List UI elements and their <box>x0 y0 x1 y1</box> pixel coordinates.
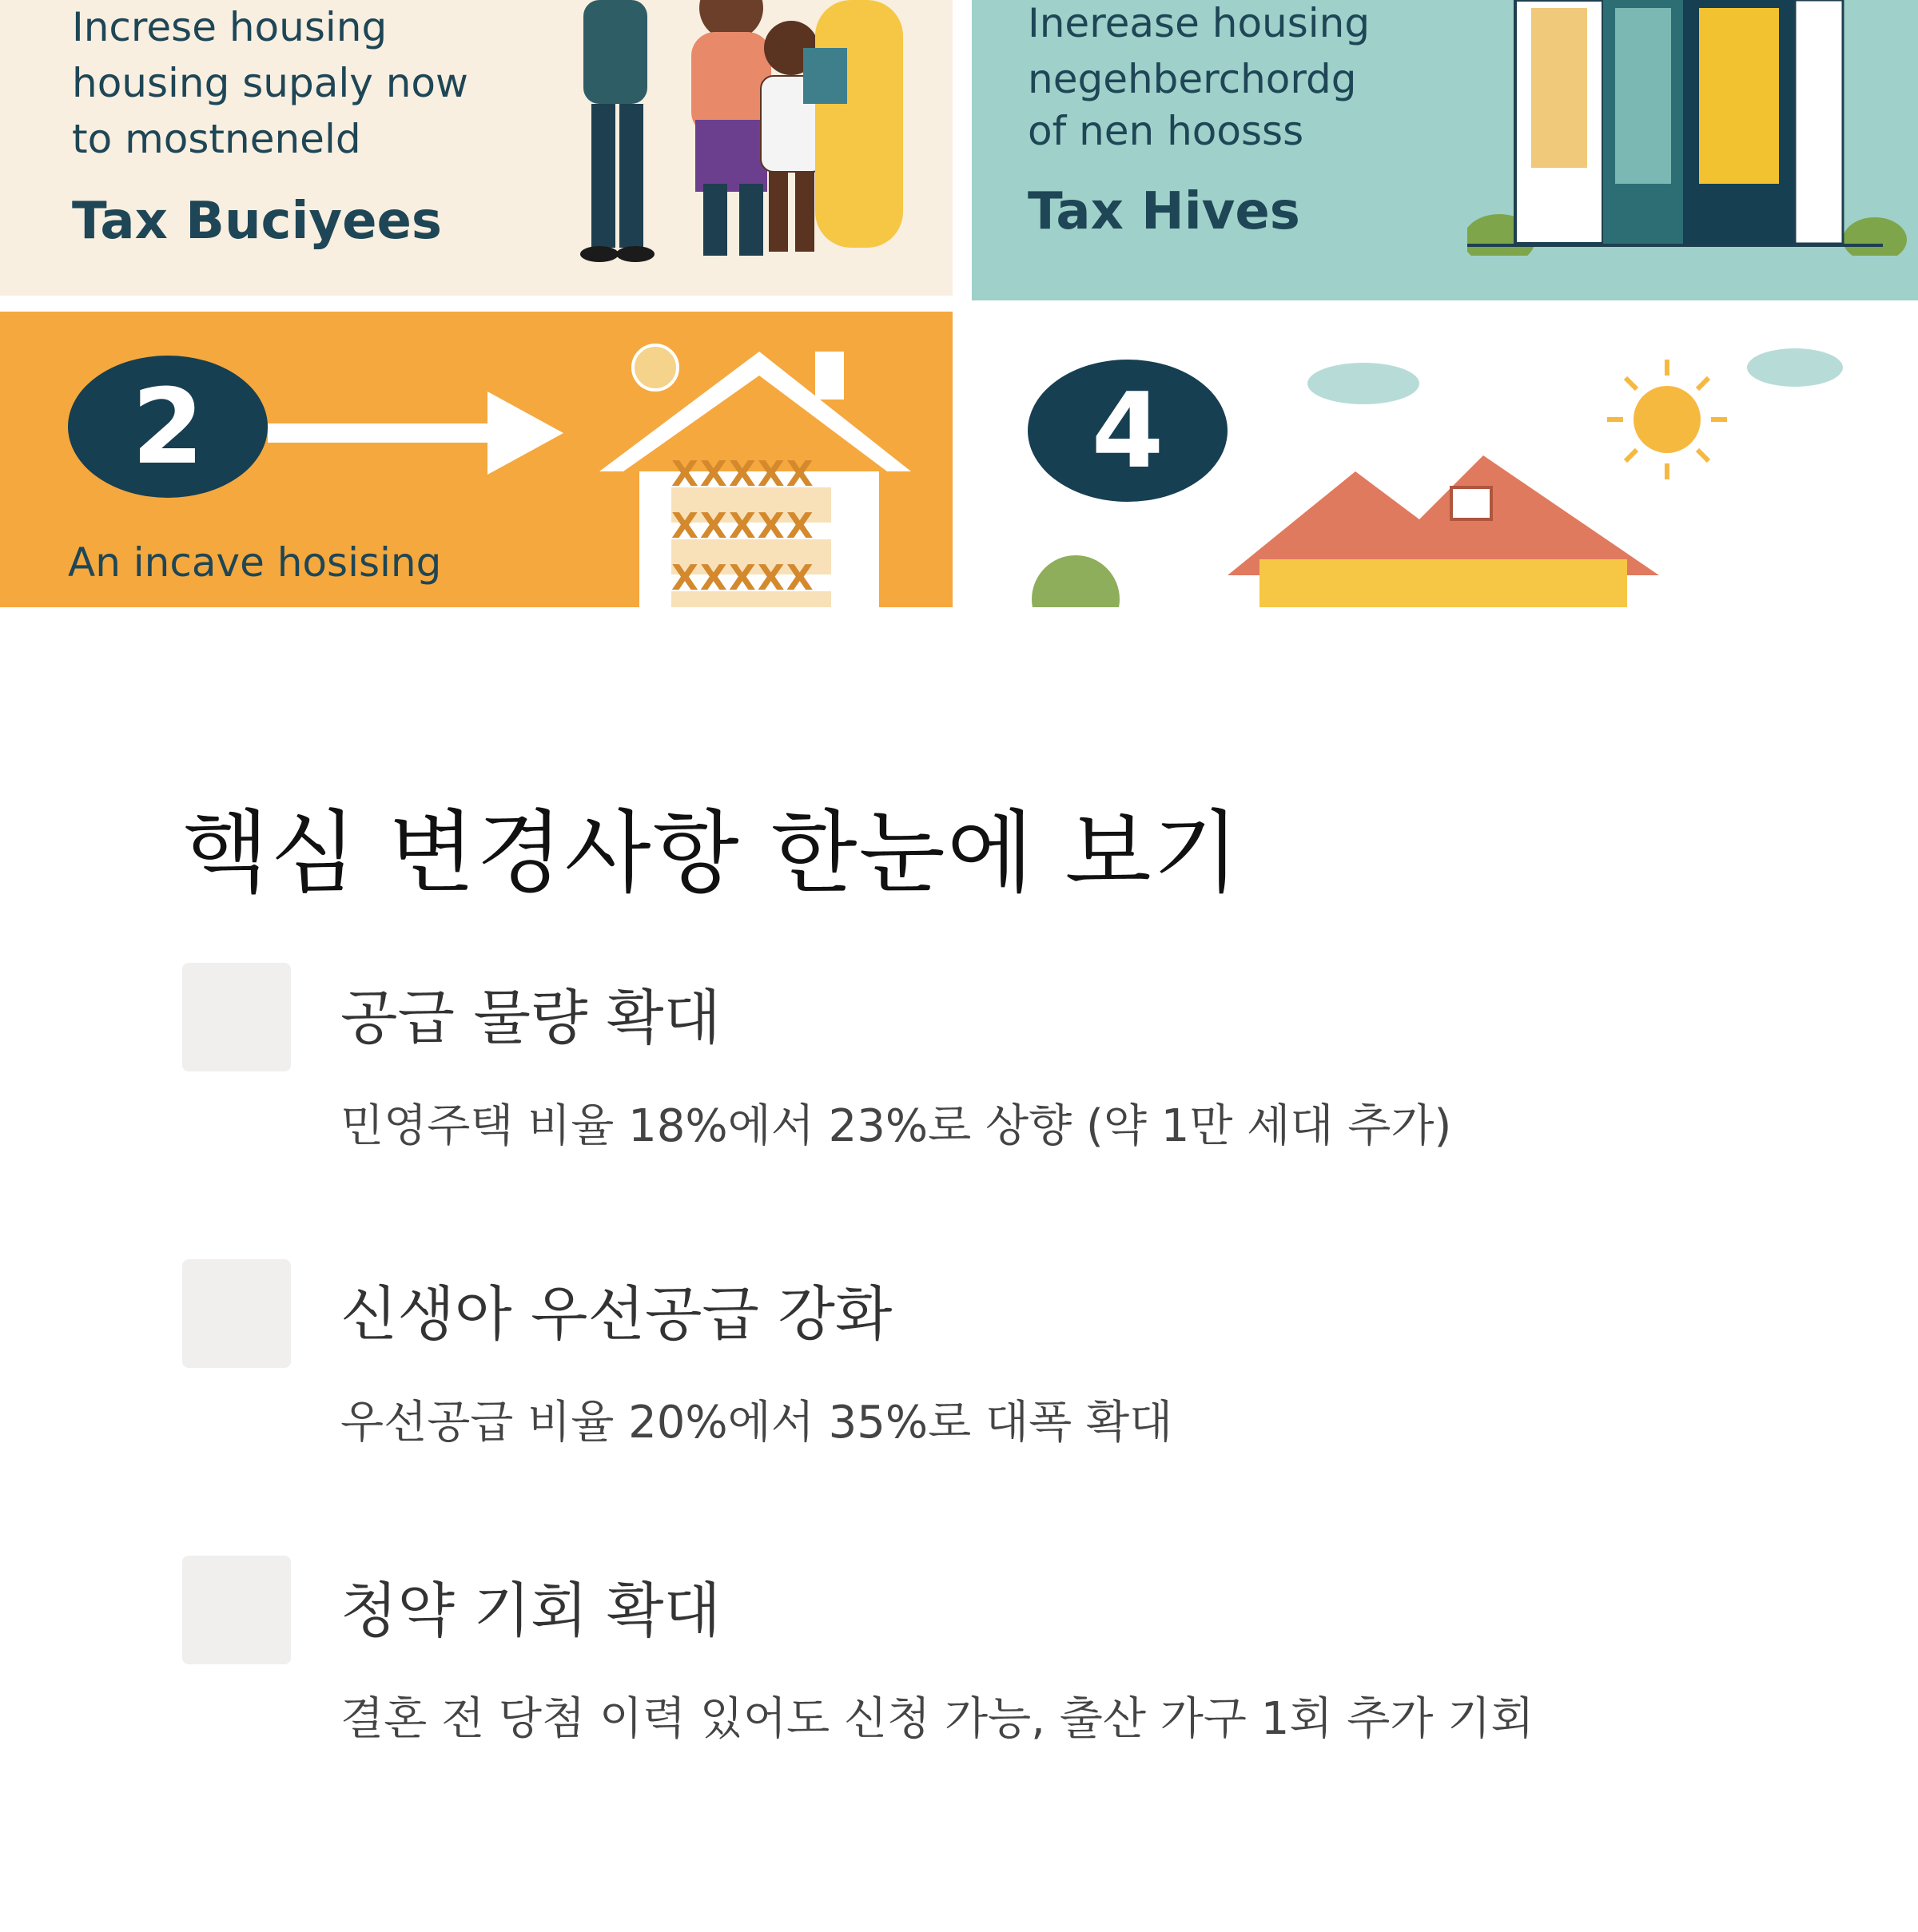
changes-section <box>0 607 1918 1932</box>
house-sun-illustration <box>972 312 1918 607</box>
panel-text-line: Increse housing <box>72 4 388 50</box>
panel-tax-label: Tax Hives <box>1028 182 1300 241</box>
panel-text-line: Inerease housing <box>1028 0 1371 46</box>
panel-family <box>0 0 953 296</box>
step-badge: 2 <box>68 356 268 498</box>
house-sign-text: XXXXX <box>671 454 815 495</box>
item-description: 결혼 전 당첨 이력 있어도 신청 가능, 출산 가구 1회 추가 기회 <box>340 1693 1534 1745</box>
item-description: 민영주택 비율 18%에서 23%로 상향 (약 1만 세대 추가) <box>340 1100 1452 1152</box>
panel-text-line: housing supaly now <box>72 60 468 106</box>
panel-text-line: to mostneneld <box>72 116 361 162</box>
panel-step-2 <box>0 312 953 607</box>
house-sign-text: XXXXX <box>671 558 815 598</box>
panel-buildings <box>972 0 1918 300</box>
change-item <box>182 963 1741 1171</box>
item-title: 공급 물량 확대 <box>340 984 721 1052</box>
change-item <box>182 1259 1741 1467</box>
house-sign-text: XXXXX <box>671 506 815 547</box>
family-illustration <box>551 0 927 272</box>
section-title: 핵심 변경사항 한눈에 보기 <box>182 801 1241 905</box>
item-checkbox[interactable] <box>182 1556 291 1664</box>
buildings-illustration <box>1467 0 1915 256</box>
panel-text-line: of nen hoosss <box>1028 108 1304 154</box>
item-title: 청약 기회 확대 <box>340 1576 721 1645</box>
panel-tax-label: Tax Buciyees <box>72 192 442 251</box>
item-checkbox[interactable] <box>182 963 291 1071</box>
step-badge: 4 <box>1028 360 1228 502</box>
item-title: 신생아 우선공급 강화 <box>340 1280 893 1349</box>
panel-text-line: negehberchordg <box>1028 56 1357 102</box>
item-checkbox[interactable] <box>182 1259 291 1368</box>
change-item <box>182 1556 1741 1763</box>
arrow-icon <box>268 392 563 479</box>
item-description: 우선공급 비율 20%에서 35%로 대폭 확대 <box>340 1397 1173 1449</box>
hero-illustration <box>0 0 1918 607</box>
panel-text-line: An incave hosising <box>68 539 442 586</box>
panel-step-4 <box>972 312 1918 607</box>
